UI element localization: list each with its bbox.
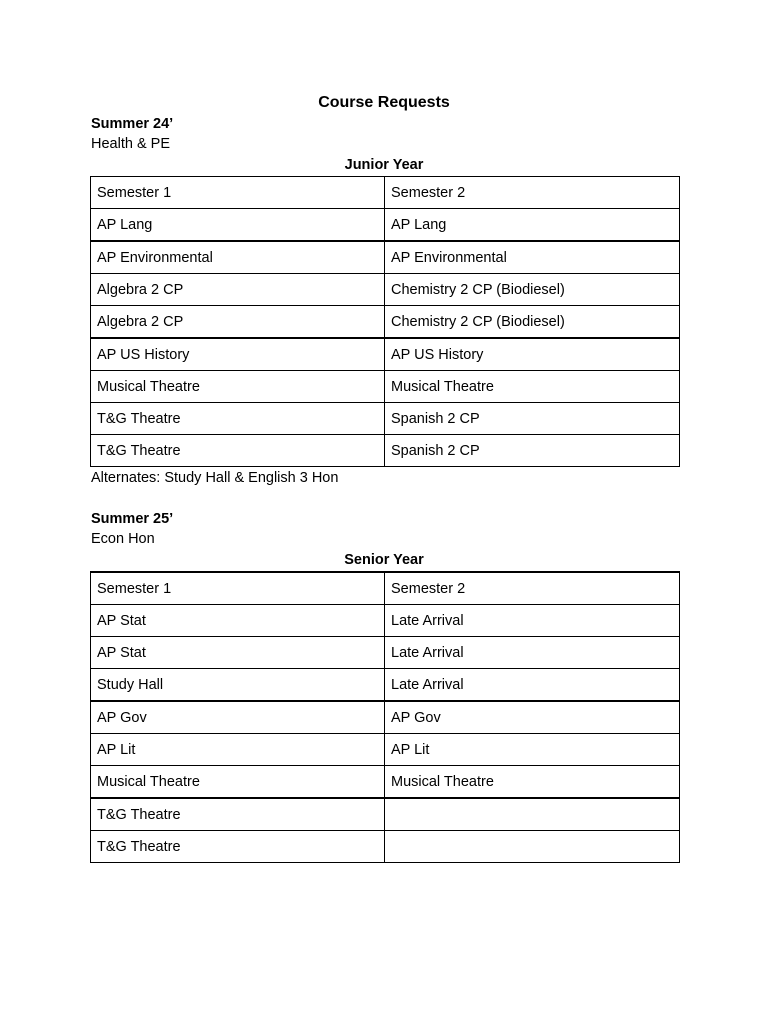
table-header-row bbox=[91, 177, 680, 209]
summer-24-label: Summer 24’ bbox=[91, 116, 174, 132]
table-cell: Musical Theatre bbox=[91, 371, 385, 403]
table-cell: AP Lit bbox=[385, 734, 680, 766]
table-row bbox=[91, 605, 680, 637]
junior-year-table bbox=[90, 176, 680, 467]
table-cell: T&G Theatre bbox=[91, 403, 385, 435]
table-row bbox=[91, 371, 680, 403]
table-cell: AP Environmental bbox=[91, 241, 385, 274]
table-cell: AP Stat bbox=[91, 637, 385, 669]
table-cell: AP Gov bbox=[91, 701, 385, 734]
junior-year-title: Junior Year bbox=[344, 157, 424, 173]
table-cell: T&G Theatre bbox=[91, 831, 385, 863]
table-cell: Chemistry 2 CP (Biodiesel) bbox=[385, 274, 680, 306]
table-row bbox=[91, 306, 680, 339]
table-cell: Musical Theatre bbox=[385, 371, 680, 403]
table-row bbox=[91, 701, 680, 734]
table-cell: Musical Theatre bbox=[385, 766, 680, 799]
table-cell: AP Lit bbox=[91, 734, 385, 766]
table-row bbox=[91, 798, 680, 831]
semester-1-header: Semester 1 bbox=[91, 177, 385, 209]
table-cell bbox=[385, 798, 680, 831]
table-row bbox=[91, 669, 680, 702]
table-row bbox=[91, 209, 680, 242]
table-cell: Late Arrival bbox=[385, 605, 680, 637]
senior-year-title: Senior Year bbox=[344, 552, 424, 568]
table-cell: Late Arrival bbox=[385, 669, 680, 702]
table-cell: Spanish 2 CP bbox=[385, 403, 680, 435]
table-row bbox=[91, 831, 680, 863]
table-cell: AP Lang bbox=[91, 209, 385, 242]
summer-24-course: Health & PE bbox=[91, 136, 170, 152]
table-cell bbox=[385, 831, 680, 863]
summer-25-course: Econ Hon bbox=[91, 531, 155, 547]
table-cell: Musical Theatre bbox=[91, 766, 385, 799]
table-row bbox=[91, 403, 680, 435]
table-row bbox=[91, 274, 680, 306]
table-row bbox=[91, 435, 680, 467]
summer-25-label: Summer 25’ bbox=[91, 511, 174, 527]
table-cell: AP Environmental bbox=[385, 241, 680, 274]
table-cell: AP Lang bbox=[385, 209, 680, 242]
table-cell: AP Gov bbox=[385, 701, 680, 734]
table-row bbox=[91, 241, 680, 274]
table-cell: Spanish 2 CP bbox=[385, 435, 680, 467]
table-header-row bbox=[91, 572, 680, 605]
table-row bbox=[91, 734, 680, 766]
semester-2-header: Semester 2 bbox=[385, 572, 680, 605]
semester-1-header: Semester 1 bbox=[91, 572, 385, 605]
table-cell: AP US History bbox=[385, 338, 680, 371]
table-row bbox=[91, 338, 680, 371]
table-cell: Algebra 2 CP bbox=[91, 306, 385, 339]
table-cell: T&G Theatre bbox=[91, 798, 385, 831]
senior-year-table bbox=[90, 571, 680, 863]
semester-2-header: Semester 2 bbox=[385, 177, 680, 209]
table-cell: Study Hall bbox=[91, 669, 385, 702]
table-cell: AP US History bbox=[91, 338, 385, 371]
table-row bbox=[91, 766, 680, 799]
alternates-note: Alternates: Study Hall & English 3 Hon bbox=[91, 470, 339, 486]
table-cell: Algebra 2 CP bbox=[91, 274, 385, 306]
table-row bbox=[91, 637, 680, 669]
table-cell: Chemistry 2 CP (Biodiesel) bbox=[385, 306, 680, 339]
table-cell: T&G Theatre bbox=[91, 435, 385, 467]
table-cell: AP Stat bbox=[91, 605, 385, 637]
table-cell: Late Arrival bbox=[385, 637, 680, 669]
document-title: Course Requests bbox=[318, 94, 450, 111]
